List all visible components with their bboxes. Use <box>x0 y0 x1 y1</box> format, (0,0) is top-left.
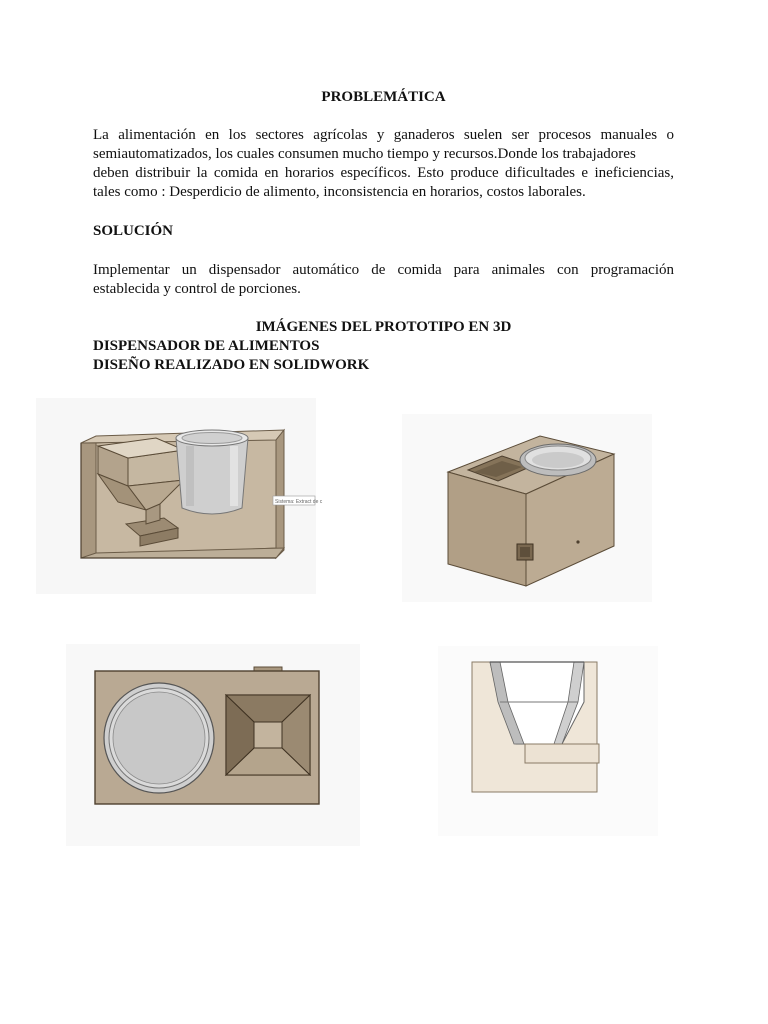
images-subtitle-2: DISEÑO REALIZADO EN SOLIDWORK <box>93 357 370 373</box>
figure-tag-label: Sistema: Extract de c <box>275 499 323 505</box>
solution-heading: SOLUCIÓN <box>93 223 174 239</box>
problem-heading: PROBLEMÁTICA <box>321 89 446 105</box>
figure-section-view <box>438 646 658 836</box>
problem-line-2: semiautomatizados, los cuales consumen mucho tiempo y recursos.Donde los trabajadores <box>93 146 636 162</box>
problem-line-4: tales como : Desperdicio de alimento, inconsistencia en horarios, costos laborales. <box>93 184 586 200</box>
images-subtitle-1: DISPENSADOR DE ALIMENTOS <box>93 338 320 354</box>
problem-line-3: deben distribuir la comida en horarios específicos. Esto produce dificultades e ineficiencias, <box>93 165 674 181</box>
images-title: IMÁGENES DEL PROTOTIPO EN 3D <box>255 319 512 335</box>
solution-line-1: Implementar un dispensador automático de comida para animales con programación <box>93 262 674 278</box>
figure-isometric-view <box>402 414 652 602</box>
figure-top-view <box>66 644 360 846</box>
figure-cutaway-view <box>36 398 323 594</box>
solution-line-2: establecida y control de porciones. <box>93 281 301 297</box>
problem-line-1: La alimentación en los sectores agrícolas y ganaderos suelen ser procesos manuales o <box>93 127 674 143</box>
